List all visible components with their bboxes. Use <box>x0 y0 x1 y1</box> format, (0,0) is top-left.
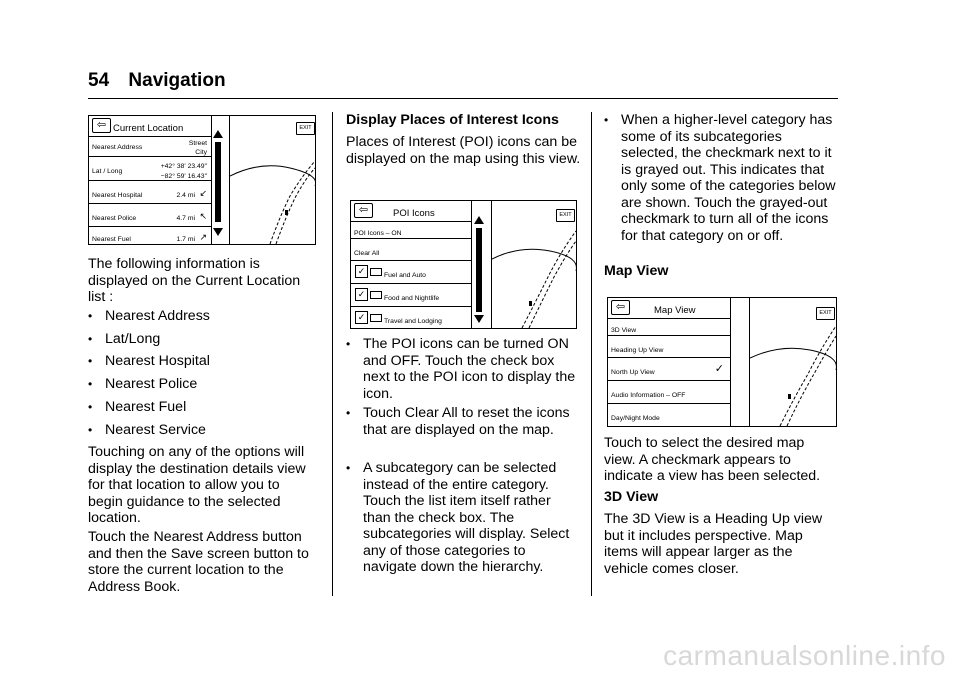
figure-titlebar <box>608 298 730 319</box>
back-arrow-icon: ⇦ <box>611 300 630 315</box>
section-heading: 3D View <box>604 489 659 505</box>
checkbox-checked-icon[interactable]: ✓ <box>355 265 368 278</box>
list-item[interactable]: ✓ Fuel and Auto <box>351 261 471 284</box>
checkbox-checked-icon[interactable]: ✓ <box>355 288 368 301</box>
scrollbar-thumb[interactable] <box>215 142 221 222</box>
list-item[interactable]: North Up View ✓ <box>608 358 730 381</box>
column-divider <box>591 112 592 596</box>
page-number: 54 <box>88 70 110 91</box>
section-heading: Map View <box>604 263 669 279</box>
direction-arrow-icon: ↙ <box>199 188 207 198</box>
poi-category-icon <box>370 314 382 322</box>
paragraph: Touching on any of the options will display the destination details view for that location to allow you to begin guidance to the selected location. <box>88 444 306 526</box>
paragraph: The following information is displayed on the Current Location list : <box>88 256 301 305</box>
scroll-up-icon[interactable] <box>474 216 484 224</box>
figure-title: Current Location <box>113 123 184 134</box>
list-item[interactable]: ✓ Travel and Lodging <box>351 307 471 328</box>
page-header <box>88 70 226 92</box>
list-item: Lat / Long +42° 38' 23.49" −82° 59' 16.43" <box>89 157 211 181</box>
scroll-down-icon[interactable] <box>213 228 223 236</box>
paragraph: The 3D View is a Heading Up view but it includes perspective. Map items will appear larger as the vehicle comes closer. <box>604 511 823 577</box>
scrollbar-thumb[interactable] <box>476 228 482 312</box>
poi-category-icon <box>370 268 382 276</box>
checkmark-icon: ✓ <box>714 363 724 375</box>
exit-button[interactable]: EXIT <box>296 122 315 135</box>
back-arrow-icon: ⇦ <box>354 203 373 218</box>
section-title: Navigation <box>128 70 226 91</box>
figure-titlebar <box>351 201 471 222</box>
paragraph: Places of Interest (POI) icons can be displayed on the map using this view. <box>346 134 581 167</box>
back-arrow-icon: ⇦ <box>92 118 111 133</box>
watermark: carmanualsonline.info <box>663 640 946 671</box>
list-item: • When a higher-level category has some of its subcategories selected, the checkmark next to it is grayed out. This indicates that only some of the categories below are shown. Touch the grayed-out checkmark to turn all of the icons for that category on or off. <box>604 112 836 244</box>
map-view <box>230 116 315 244</box>
paragraph: Touch the Nearest Address button and then the Save screen button to store the current location to the Address Book. <box>88 529 309 595</box>
direction-arrow-icon: ↖ <box>199 211 207 221</box>
column-divider <box>332 112 333 596</box>
list-item[interactable]: Heading Up View <box>608 336 730 358</box>
list-item: • A subcategory can be selected instead of the entire category. Touch the list item itself rather than the check box. The subcategories will display. Select any of those categories to navigate down the hierarchy. <box>346 460 570 575</box>
list-item[interactable]: POI Icons – ON <box>351 220 471 239</box>
exit-button[interactable]: EXIT <box>556 209 575 222</box>
scroll-up-icon[interactable] <box>213 130 223 138</box>
figure-title: Map View <box>654 305 696 316</box>
direction-arrow-icon: ↗ <box>199 232 207 242</box>
list-item: Nearest Police 4.7 mi ↖ <box>89 204 211 227</box>
figure-title: POI Icons <box>393 208 435 219</box>
list-item: Nearest Hospital 2.4 mi ↙ <box>89 181 211 204</box>
current-location-figure <box>88 115 316 245</box>
map-view-figure <box>607 297 837 427</box>
checkbox-checked-icon[interactable]: ✓ <box>355 311 368 324</box>
header-rule <box>88 98 838 99</box>
poi-icons-figure <box>350 200 577 329</box>
list-item[interactable]: Audio Information – OFF <box>608 381 730 404</box>
list-item: Nearest Fuel 1.7 mi ↗ <box>89 227 211 244</box>
list-item[interactable]: Day/Night Mode <box>611 415 660 422</box>
list-item[interactable]: 3D View <box>608 317 730 336</box>
list-item: • Touch Clear All to reset the icons that are displayed on the map. <box>346 405 570 438</box>
list-item[interactable]: ✓ Food and Nightlife <box>351 284 471 307</box>
paragraph: Touch to select the desired map view. A checkmark appears to indicate a view has been selected. <box>604 435 821 484</box>
section-heading: Display Places of Interest Icons <box>346 112 559 128</box>
list-item: • The POI icons can be turned ON and OFF. Touch the check box next to the POI icon to display the icon. <box>346 336 576 402</box>
list-item[interactable]: Clear All <box>351 239 471 261</box>
exit-button[interactable]: EXIT <box>816 307 835 320</box>
list-item: Nearest Address Street City <box>89 134 211 157</box>
scroll-down-icon[interactable] <box>474 315 484 323</box>
poi-category-icon <box>370 291 382 299</box>
